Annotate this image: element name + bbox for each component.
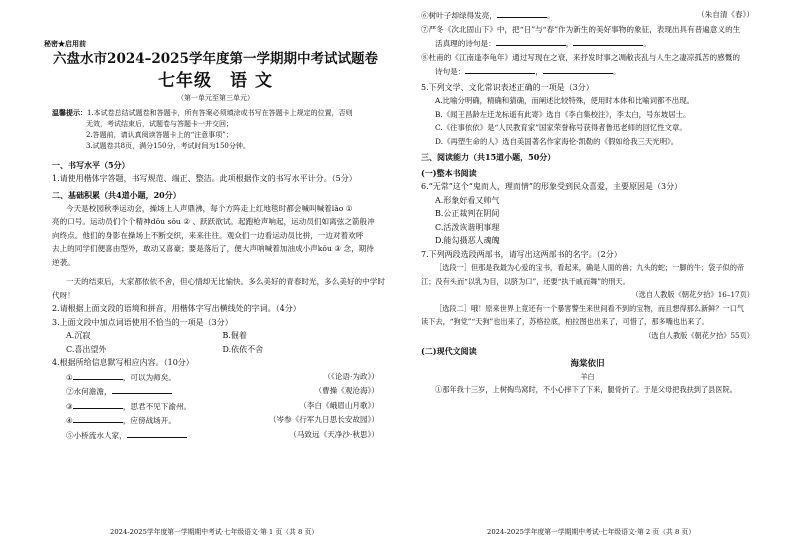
passage-line: 代呀！ bbox=[52, 290, 75, 300]
subsection-heading: (二)现代文阅读 bbox=[421, 346, 477, 356]
question-7: 7.下列两段选段两部书，请写出这两部书的名字。（2分） bbox=[421, 249, 622, 259]
poem-source: （曹操《观沧海》） bbox=[314, 386, 379, 395]
option: A.形象好看又帅气 bbox=[435, 195, 500, 205]
poem-source: （《论语·为政》） bbox=[323, 371, 379, 381]
exam-scope: （第一单元至第三单元） bbox=[177, 94, 254, 102]
excerpt-source: （选自人教版《朝花夕拾》16–17页） bbox=[631, 290, 754, 299]
poem-line: ① ，可以为师矣。 （《论语·为政》） bbox=[52, 370, 379, 385]
poem-source: （李白《峨眉山月歌》） bbox=[299, 400, 379, 410]
option: D.能勾摄恶人魂魄 bbox=[435, 236, 500, 245]
excerpt-line: 江；没有头而“以乳为目，以脐为口”，还要“执干戚而舞”的刑天。 bbox=[421, 276, 630, 286]
option: C.活泼诙谐明事理 bbox=[435, 222, 500, 232]
passage-line: 今天是校园秋季运动会，操场上人声鼎沸，每个方阵走上红地毯时都会喊叫喊着lǎo ① bbox=[66, 203, 353, 213]
notice-line: 3.试题卷共8页，满分150分，考试时间为150分钟。 bbox=[86, 142, 250, 150]
option: A.沉寂 bbox=[66, 331, 91, 340]
question-4: 4.根据所给信息默写相应内容。（10分） bbox=[52, 358, 194, 367]
question-2: 2.请根据上面文段的语境和拼音，用楷体字写出横线处的字词。（4分） bbox=[52, 304, 301, 313]
poem-line: ⑤小桥流水人家， （马致远《天净沙·秋思》） bbox=[52, 428, 379, 443]
excerpt-line: 读下去，“狗党”“天狗”也出来了，苏格拉底，柏拉图也出来了，可惜了，那多嘴也出来了。 bbox=[421, 317, 709, 326]
poem-line: ⑧杜甫的《江南逢李龟年》通过写现在之衰，来抒发时事之凋敝丧乱与人生之凄凉孤苦的感慨的 bbox=[421, 52, 740, 62]
right-page bbox=[397, 0, 794, 550]
option: C.《往事依依》是“人民教育家”国家荣誉称号获得者鲁迅老师的回忆性文章。 bbox=[435, 123, 687, 132]
essay-line: ①那年我十三岁，上树掏鸟窝时，不小心摔下了下来，腿骨折了。于是父母把我扶到了县医院。 bbox=[435, 384, 737, 394]
poem-source: （朱自清《春》） bbox=[697, 10, 754, 19]
answer-blank[interactable] bbox=[543, 64, 613, 74]
poem-source: （岑参《行军九日思长安故园》） bbox=[268, 415, 379, 424]
passage-line: 亮的口号。运动员们个个精神dǒu sǒu ② 、跃跃欲试。起跑枪声响起，运动员们如离弦之箭般冲 bbox=[52, 217, 375, 226]
poem-line: 诗句是： ， 。 bbox=[421, 64, 754, 79]
essay-author: 羊白 bbox=[580, 372, 595, 381]
notice-line: 1.本试卷总结试题卷和答题卡，所有答案必须填涂或书写在答题卡上规定的位置，否则 bbox=[87, 109, 353, 117]
notice-line: 无效，考试结束后，试题卷与答题卡一并交回； bbox=[86, 120, 233, 128]
notice-block bbox=[52, 107, 379, 152]
answer-blank[interactable] bbox=[497, 8, 547, 18]
question-6: 6.“无常”这个“鬼而人，理而情”的形象受到民众喜爱，主要原因是（3分） bbox=[421, 182, 683, 191]
answer-blank[interactable] bbox=[73, 413, 123, 423]
answer-blank[interactable] bbox=[465, 64, 535, 74]
poem-line: 活真理的诗句是： ， 。 bbox=[421, 36, 754, 51]
question-5: 5.下列文学、文化常识表述正确的一项是（3分） bbox=[421, 82, 594, 92]
answer-blank[interactable] bbox=[127, 428, 187, 438]
answer-blank[interactable] bbox=[112, 384, 172, 394]
option: B.公正裁判在阴间 bbox=[435, 209, 500, 218]
passage-line: 向终点。他们的身影在操场上不断交织，来来往往。观众们一边看运动员比拼，一边对着欢呼 bbox=[52, 230, 364, 240]
poem-line: ⑥树叶子却绿得发亮， 。 （朱自清《春》） bbox=[421, 8, 754, 23]
page-footer: 2024-2025学年度第一学期期中考试·七年级语文·第 1 页（共 8 页） bbox=[110, 528, 319, 536]
option: C.喜出望外 bbox=[66, 344, 107, 354]
section-heading: 二、基础积累（共4道小题，20分） bbox=[52, 189, 181, 200]
exam-title: 六盘水市2024–2025学年度第一学期期中考试试题卷 bbox=[53, 51, 378, 67]
excerpt-source: （选自人教版《朝花夕拾》55页） bbox=[644, 330, 754, 340]
options-row bbox=[52, 343, 379, 357]
passage-line: 去上的同学们便喜由型外，敢动又喜豪；要是落后了，便大声呐喊着加油成小声kǒu ③ 念，期待 bbox=[52, 244, 374, 253]
excerpt-line: ［选段二］哦！原来世界上竟还有一个暴害警生来世间看不到的宝物，而且想得那么新鲜？一口气 bbox=[435, 303, 745, 313]
answer-blank[interactable] bbox=[73, 370, 123, 380]
option: A.比喻分明确，精确和猜确，而阐述比较特殊，使用时本体和比喻词都不出现。 bbox=[435, 96, 694, 105]
poem-line: ③ ，思君不见下渝州。 （李白《峨眉山月歌》） bbox=[52, 399, 379, 414]
passage-line: 逆袭。 bbox=[52, 257, 75, 267]
poem-list bbox=[52, 370, 379, 443]
poem-line: ④ ，应傍战场开。 （岑参《行军九日思长安故园》） bbox=[52, 413, 379, 428]
option: B.倔着 bbox=[222, 331, 247, 340]
poem-line: ⑦严冬《次北固山下》中，把“日”与“春”作为新生的美好事物的象征，表现出具有普遍意义的生 bbox=[421, 24, 741, 34]
essay-title: 海棠依旧 bbox=[570, 359, 605, 369]
excerpt-line: ［选段一］但那是我最为心爱的宝书，看起来，确是人面的兽；九头的蛇；一脚的牛；袋子似的帝 bbox=[435, 263, 745, 272]
answer-blank[interactable] bbox=[496, 36, 566, 46]
section-heading: 三、阅读能力（共15道小题，50分） bbox=[421, 152, 556, 162]
poem-line: ②水何澹澹， （曹操《观沧海》） bbox=[52, 384, 379, 399]
notice-line: 2.答题前，请认真阅读答题卡上的“注意事项”； bbox=[86, 131, 233, 139]
page-footer: 2024-2025学年度第一学期期中考试·七年级语文·第 2 页（共 8 页） bbox=[487, 528, 696, 536]
answer-blank[interactable] bbox=[573, 36, 643, 46]
option: B.《闻王昌龄左迁龙标遥有此寄》选自《李白集校注》，李太白，号东坡居士。 bbox=[435, 109, 691, 119]
notice-label: 温馨提示： bbox=[52, 108, 87, 117]
answer-blank[interactable] bbox=[73, 399, 123, 409]
options-row bbox=[52, 329, 379, 343]
option: D.依依不舍 bbox=[222, 344, 264, 354]
passage-line: 一天的结束后，大家都依依不舍，但心情却无比愉快。多么美好的青春时光，多么美好的中学时 bbox=[66, 277, 385, 286]
question-1: 1.请使用楷体字答题，书写规范、端正、整洁。此项根据作文的书写水平计分。（5分） bbox=[52, 174, 357, 183]
subsection-heading: (一)整本书阅读 bbox=[421, 168, 477, 178]
confidential-mark: 秘密★启用前 bbox=[44, 39, 86, 48]
poem-source: （马致远《天净沙·秋思》） bbox=[289, 429, 379, 439]
exam-subject: 七年级 语 文 bbox=[158, 71, 273, 91]
passage bbox=[52, 202, 385, 303]
question-3: 3.上面文段中加点词语使用不恰当的一项是（3分） bbox=[52, 317, 233, 327]
option: D.《再塑生命的人》选自美国著名作家海伦·凯勒的《假如给我三天光明》。 bbox=[435, 136, 679, 146]
section-heading: 一、书写水平（5分） bbox=[52, 160, 130, 170]
